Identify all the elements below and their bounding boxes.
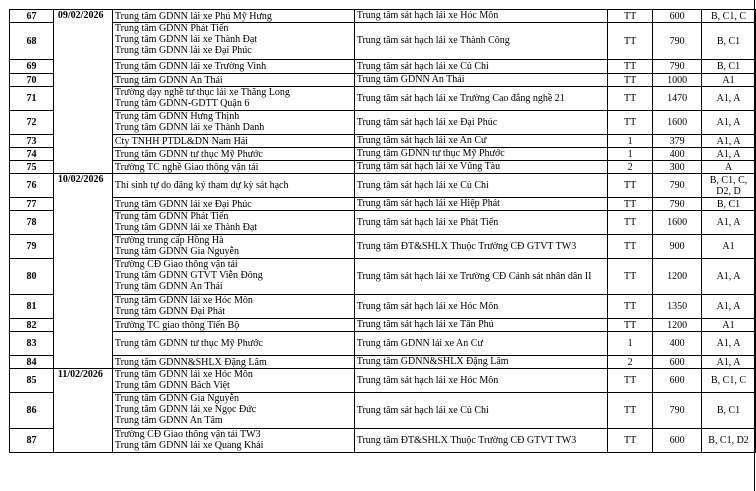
license-classes: B, C1 <box>702 60 756 74</box>
exam-type: TT <box>608 211 653 235</box>
sending-unit: Trung tâm GDNN An Thái <box>114 281 223 292</box>
exam-center: Trung tâm sát hạch lái xe Trường CĐ Cảnh sát nhân dân II <box>354 259 607 295</box>
exam-type: TT <box>608 369 653 393</box>
sending-units <box>112 161 354 174</box>
row-number: 72 <box>10 111 54 135</box>
exam-center: Trung tâm sát hạch lái xe Củ Chi <box>354 60 607 74</box>
sending-units <box>112 429 354 453</box>
candidate-count: 1600 <box>653 211 702 235</box>
exam-center: Trung tâm sát hạch lái xe An Cư <box>354 135 607 148</box>
table-row <box>10 87 756 111</box>
candidate-count: 1000 <box>653 74 702 87</box>
table-row <box>10 211 756 235</box>
exam-center: Trung tâm sát hạch lái xe Phát Tiến <box>354 211 607 235</box>
exam-center: Trung tâm sát hạch lái xe Thành Công <box>354 23 607 60</box>
sending-units <box>112 148 354 161</box>
table-row <box>10 295 756 319</box>
schedule-sheet <box>9 9 756 453</box>
candidate-count: 1200 <box>653 259 702 295</box>
exam-center: Trung tâm sát hạch lái xe Tân Phú <box>354 319 607 332</box>
candidate-count: 1350 <box>653 295 702 319</box>
candidate-count: 600 <box>653 369 702 393</box>
exam-center: Trung tâm ĐT&SHLX Thuộc Trường CĐ GTVT TW3 <box>354 429 607 453</box>
exam-center: Trung tâm GDNN An Thái <box>354 74 607 87</box>
row-number: 86 <box>10 393 54 429</box>
candidate-count: 600 <box>653 429 702 453</box>
table-row <box>10 429 756 453</box>
exam-date: 11/02/2026 <box>53 369 112 453</box>
sending-units <box>112 356 354 369</box>
candidate-count: 790 <box>653 393 702 429</box>
table-row <box>10 23 756 60</box>
exam-type: TT <box>608 74 653 87</box>
exam-center: Trung tâm GDNN&SHLX Đặng Lâm <box>354 356 607 369</box>
row-number: 85 <box>10 369 54 393</box>
row-number: 76 <box>10 174 54 198</box>
sending-units <box>112 198 354 211</box>
candidate-count: 790 <box>653 174 702 198</box>
candidate-count: 400 <box>653 148 702 161</box>
sending-units <box>112 332 354 356</box>
exam-center: Trung tâm sát hạch lái xe Hóc Môn <box>354 295 607 319</box>
table-row <box>10 174 756 198</box>
table-row <box>10 332 756 356</box>
exam-type: TT <box>608 111 653 135</box>
row-number: 81 <box>10 295 54 319</box>
sending-units <box>112 369 354 393</box>
table-row <box>10 259 756 295</box>
table-row <box>10 135 756 148</box>
table-row <box>10 161 756 174</box>
sending-unit: Cty TNHH PTDL&DN Nam Hải <box>114 135 249 147</box>
sending-unit: Trung tâm GDNN lái xe Trường Vinh <box>114 61 267 72</box>
table-body <box>10 10 756 453</box>
sending-units <box>112 393 354 429</box>
sending-units <box>112 60 354 74</box>
exam-center: Trung tâm sát hạch lái xe Củ Chi <box>354 174 607 198</box>
candidate-count: 400 <box>653 332 702 356</box>
sending-unit: Trung tâm GDNN tư thục Mỹ Phước <box>114 338 263 349</box>
sending-unit: Trung tâm GDNN lái xe Phú Mỹ Hưng <box>114 10 272 22</box>
exam-type: TT <box>608 174 653 198</box>
exam-schedule-table <box>9 9 756 453</box>
license-classes: B, C1, C, D2, D <box>702 174 756 198</box>
table-row <box>10 235 756 259</box>
row-number: 77 <box>10 198 54 211</box>
license-classes: A1, A <box>702 111 756 135</box>
sending-unit: Trường dạy nghề tư thục lái xe Thăng Long <box>114 87 290 98</box>
candidate-count: 600 <box>653 10 702 23</box>
candidate-count: 1600 <box>653 111 702 135</box>
exam-center: Trung tâm sát hạch lái xe Đại Phúc <box>354 111 607 135</box>
table-row <box>10 111 756 135</box>
candidate-count: 379 <box>653 135 702 148</box>
candidate-count: 790 <box>653 60 702 74</box>
exam-type: TT <box>608 393 653 429</box>
sending-unit: Trung tâm GDNN Phát Tiến <box>114 211 229 222</box>
exam-type: TT <box>608 295 653 319</box>
sending-unit: Trung tâm GDNN lái xe Hóc Môn <box>114 295 253 306</box>
license-classes: B, C1 <box>702 393 756 429</box>
sending-unit: Trung tâm GDNN lái xe Thành Đạt <box>114 222 258 233</box>
exam-type: 2 <box>608 161 653 174</box>
sending-unit: Trung tâm GDNN Gia Nguyễn <box>114 393 239 404</box>
row-number: 78 <box>10 211 54 235</box>
sending-units <box>112 295 354 319</box>
exam-center: Trung tâm GDNN tư thục Mỹ Phước <box>354 148 607 161</box>
sending-unit: Trung tâm GDNN lái xe Đại Phúc <box>114 198 252 210</box>
exam-center: Trung tâm sát hạch lái xe Củ Chi <box>354 393 607 429</box>
exam-center: Trung tâm sát hạch lái xe Hóc Môn <box>354 369 607 393</box>
sending-units <box>112 135 354 148</box>
row-number: 80 <box>10 259 54 295</box>
table-row <box>10 74 756 87</box>
candidate-count: 790 <box>653 23 702 60</box>
exam-type: 1 <box>608 332 653 356</box>
sending-unit: Trung tâm GDNN Hưng Thịnh <box>114 111 240 122</box>
sending-unit: Trung tâm GDNN lái xe Đại Phúc <box>114 45 252 56</box>
license-classes: B, C1, C <box>702 369 756 393</box>
sending-units <box>112 259 354 295</box>
exam-type: 1 <box>608 148 653 161</box>
exam-center: Trung tâm sát hạch lái xe Hiệp Phát <box>354 198 607 211</box>
license-classes: B, C1 <box>702 23 756 60</box>
license-classes: A1, A <box>702 259 756 295</box>
table-row <box>10 198 756 211</box>
sending-unit: Trung tâm GDNN lái xe Quang Khải <box>114 440 264 451</box>
sending-unit: Trung tâm GDNN tư thục Mỹ Phước <box>114 148 263 160</box>
sending-unit: Trung tâm GDNN Gia Nguyễn <box>114 246 239 257</box>
sending-unit: Trung tâm GDNN An Tâm <box>114 415 223 426</box>
row-number: 75 <box>10 161 54 174</box>
row-number: 67 <box>10 10 54 23</box>
candidate-count: 1470 <box>653 87 702 111</box>
candidate-count: 900 <box>653 235 702 259</box>
license-classes: A1 <box>702 235 756 259</box>
sending-unit: Trung tâm GDNN An Thái <box>114 74 223 86</box>
license-classes: A1, A <box>702 332 756 356</box>
exam-type: 2 <box>608 356 653 369</box>
row-number: 83 <box>10 332 54 356</box>
table-row <box>10 60 756 74</box>
row-number: 71 <box>10 87 54 111</box>
row-number: 69 <box>10 60 54 74</box>
sending-unit: Trung tâm GDNN&SHLX Đặng Lâm <box>114 356 267 368</box>
row-number: 74 <box>10 148 54 161</box>
sending-unit: Trung tâm GDNN Phát Tiến <box>114 23 229 34</box>
sending-unit: Thí sinh tự do đăng ký tham dự kỳ sát hạch <box>114 180 289 191</box>
table-row <box>10 369 756 393</box>
license-classes: A1, A <box>702 148 756 161</box>
exam-type: TT <box>608 429 653 453</box>
candidate-count: 1200 <box>653 319 702 332</box>
sending-units <box>112 111 354 135</box>
license-classes: A1, A <box>702 211 756 235</box>
license-classes: A1, A <box>702 295 756 319</box>
sending-unit: Trung tâm GDNN lái xe Thành Danh <box>114 122 265 133</box>
sending-unit: Trường CĐ Giao thông vận tải <box>114 259 238 270</box>
candidate-count: 790 <box>653 198 702 211</box>
sending-unit: Trường TC nghề Giao thông vận tải <box>114 161 259 173</box>
license-classes: A1 <box>702 319 756 332</box>
sending-units <box>112 74 354 87</box>
license-classes: A1, A <box>702 356 756 369</box>
license-classes: A1 <box>702 74 756 87</box>
sending-unit: Trung tâm GDNN-GDTT Quận 6 <box>114 98 250 109</box>
sending-units <box>112 319 354 332</box>
sending-unit: Trung tâm GDNN lái xe Hóc Môn <box>114 369 253 380</box>
exam-type: TT <box>608 319 653 332</box>
exam-center: Trung tâm sát hạch lái xe Trường Cao đẳng nghề 21 <box>354 87 607 111</box>
row-number: 87 <box>10 429 54 453</box>
sending-unit: Trung tâm GDNN GTVT Viễn Đông <box>114 270 263 281</box>
exam-type: TT <box>608 259 653 295</box>
exam-type: TT <box>608 60 653 74</box>
exam-center: Trung tâm ĐT&SHLX Thuộc Trường CĐ GTVT TW3 <box>354 235 607 259</box>
license-classes: B, C1, D2 <box>702 429 756 453</box>
exam-center: Trung tâm sát hạch lái xe Vũng Tàu <box>354 161 607 174</box>
table-row <box>10 319 756 332</box>
candidate-count: 300 <box>653 161 702 174</box>
exam-date: 10/02/2026 <box>53 174 112 369</box>
sending-unit: Trung tâm GDNN Bách Việt <box>114 380 230 391</box>
exam-type: TT <box>608 23 653 60</box>
table-row <box>10 356 756 369</box>
sending-units <box>112 10 354 23</box>
sending-units <box>112 211 354 235</box>
sending-units <box>112 87 354 111</box>
row-number: 82 <box>10 319 54 332</box>
sending-units <box>112 174 354 198</box>
sending-unit: Trường CĐ Giao thông vận tải TW3 <box>114 429 261 440</box>
exam-date: 09/02/2026 <box>53 10 112 174</box>
page-right-border <box>754 0 755 491</box>
row-number: 70 <box>10 74 54 87</box>
exam-type: TT <box>608 235 653 259</box>
row-number: 79 <box>10 235 54 259</box>
sending-unit: Trường TC giao thông Tiến Bộ <box>114 319 240 331</box>
row-number: 68 <box>10 23 54 60</box>
license-classes: A <box>702 161 756 174</box>
exam-center: Trung tâm GDNN lái xe An Cư <box>354 332 607 356</box>
sending-unit: Trường trung cấp Hồng Hà <box>114 235 224 246</box>
license-classes: A1, A <box>702 135 756 148</box>
exam-type: TT <box>608 10 653 23</box>
table-row <box>10 10 756 23</box>
exam-center: Trung tâm sát hạch lái xe Hóc Môn <box>354 10 607 23</box>
sending-unit: Trung tâm GDNN lái xe Ngọc Đức <box>114 404 257 415</box>
table-row <box>10 393 756 429</box>
table-row <box>10 148 756 161</box>
exam-type: TT <box>608 87 653 111</box>
sending-units <box>112 23 354 60</box>
exam-type: 1 <box>608 135 653 148</box>
license-classes: B, C1 <box>702 198 756 211</box>
sending-unit: Trung tâm GDNN Đại Phát <box>114 306 226 317</box>
sending-unit: Trung tâm GDNN lái xe Thành Đạt <box>114 34 258 45</box>
candidate-count: 600 <box>653 356 702 369</box>
exam-type: TT <box>608 198 653 211</box>
row-number: 73 <box>10 135 54 148</box>
license-classes: B, C1, C <box>702 10 756 23</box>
row-number: 84 <box>10 356 54 369</box>
license-classes: A1, A <box>702 87 756 111</box>
sending-units <box>112 235 354 259</box>
